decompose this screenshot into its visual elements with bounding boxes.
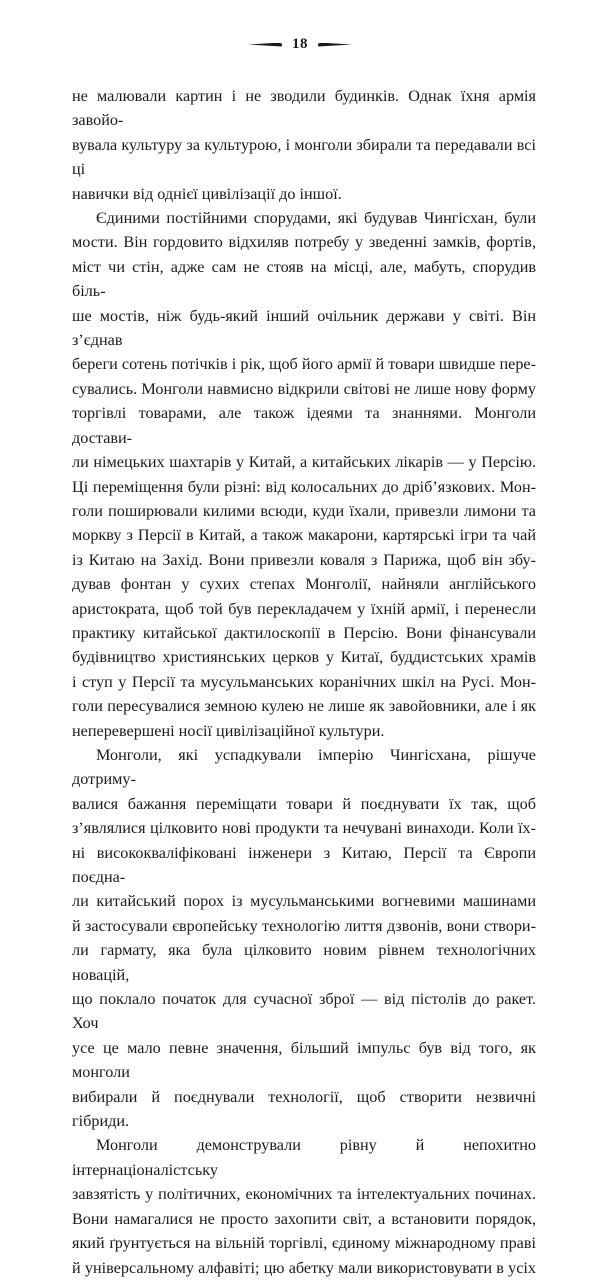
body-text xyxy=(72,84,536,1280)
text-line: неперевершені носії цивілізаційної культури. xyxy=(72,721,385,740)
text-line: що поклало початок для сучасної зброї — від пістолів до ракет. Хоч xyxy=(72,990,536,1033)
text-line: береги сотень потічків і рік, щоб його армії й товари швидше пере- xyxy=(72,355,536,374)
text-line: ли китайський порох із мусульманськими вогневими машинами xyxy=(72,892,536,911)
text-line: голи пересувалися земною кулею не лише як завойовники, але і як xyxy=(72,697,536,716)
text-line: з’являлися цілковито нові продукти та нечувані винаходи. Коли їх- xyxy=(72,819,536,838)
text-line: сувались. Монголи навмисно відкрили світові не лише нову форму xyxy=(72,379,536,398)
text-line: ли німецьких шахтарів у Китай, а китайських лікарів — у Персію. xyxy=(72,453,536,472)
text-line: голи поширювали килими всюди, куди їхали, привезли лимони та xyxy=(72,501,536,520)
text-line: міст чи стін, адже сам не стояв на місці, але, мабуть, спорудив біль- xyxy=(72,257,536,301)
text-line: із Китаю на Захід. Вони привезли коваля з Парижа, щоб він збу- xyxy=(72,550,536,569)
text-line: й універсальному алфавіті; цю абетку мали використовувати в усіх xyxy=(72,1258,536,1277)
text-line: Монголи, які успадкували імперію Чингісхана, рішуче дотриму- xyxy=(72,745,536,789)
text-line: й застосували європейську технологію лиття дзвонів, вони створи- xyxy=(72,916,536,935)
text-line: і ступ у Персії та мусульманських коранічних шкіл на Русі. Мон- xyxy=(72,672,536,691)
decorative-rule-right xyxy=(318,43,352,47)
text-line: завзятість у політичних, економічних та інтелектуальних починах. xyxy=(72,1185,536,1204)
text-line: ше мостів, ніж будь-який інший очільник держави у світі. Він з’єднав xyxy=(72,306,536,350)
text-line: будівництво християнських церков у Китаї, буддистських храмів xyxy=(72,648,536,667)
text-line: Вони намагалися не просто захопити світ, а встановити порядок, xyxy=(72,1209,536,1228)
page-number-header xyxy=(0,36,600,53)
text-line: моркву з Персії в Китай, а також макарони, картярські ігри та чай xyxy=(72,526,536,545)
text-line: ли гармату, яка була цілковито новим рівнем технологічних новацій, xyxy=(72,941,536,984)
text-line: Єдиними постійними спорудами, які будував Чингісхан, були xyxy=(96,209,536,228)
text-line: аристократа, щоб той був перекладачем у їхній армії, і перенесли xyxy=(72,599,536,618)
text-line: усе це мало певне значення, більший імпульс був від того, як монголи xyxy=(72,1038,536,1082)
text-line: навички від однієї цивілізації до іншої. xyxy=(72,184,342,203)
text-line: торгівлі товарами, але також ідеями та знаннями. Монголи достави- xyxy=(72,404,536,447)
text-line: мости. Він гордовито відхиляв потребу у зведенні замків, фортів, xyxy=(72,233,536,252)
decorative-rule-left xyxy=(248,43,282,47)
text-line: дував фонтан у сухих степах Монголії, найняли англійського xyxy=(72,575,536,594)
text-line: Ці переміщення були різні: від колосальних до дріб’язкових. Мон- xyxy=(72,477,536,496)
text-line: вибирали й поєднували технології, щоб створити незвичні гібриди. xyxy=(72,1087,536,1131)
text-line: Монголи демонстрували рівну й непохитно інтернаціоналістську xyxy=(72,1136,536,1179)
page-number: 18 xyxy=(292,36,308,52)
text-line: не малювали картин і не зводили будинків. Однак їхня армія завойо- xyxy=(72,87,536,130)
text-line: практику китайської дактилоскопії в Персію. Вони фінансували xyxy=(72,623,536,642)
text-line: валися бажання переміщати товари й поєднувати їх так, щоб xyxy=(72,794,536,813)
text-line: який ґрунтується на вільній торгівлі, єдиному міжнародному праві xyxy=(72,1234,536,1253)
text-line: вувала культуру за культурою, і монголи збирали та передавали всі ці xyxy=(72,135,536,179)
text-line: ні висококваліфіковані інженери з Китаю, Персії та Європи поєдна- xyxy=(72,843,536,886)
